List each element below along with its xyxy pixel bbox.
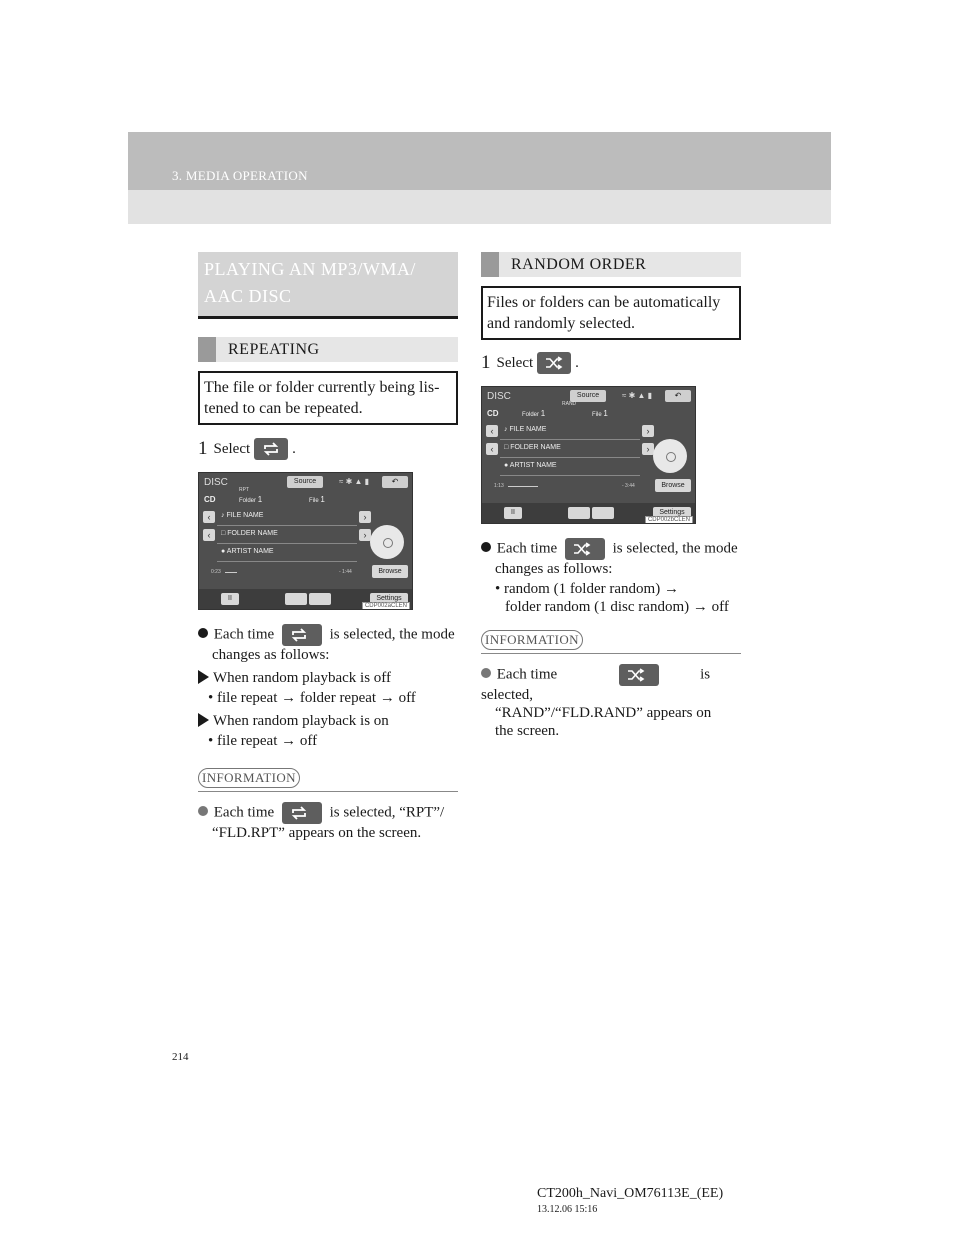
figure-code: CDP002bCLEN — [645, 516, 693, 524]
prev-folder-icon: ‹ — [486, 443, 498, 455]
artist-row — [486, 461, 654, 475]
next-folder-icon: › — [642, 443, 654, 455]
cd-label: CD — [204, 495, 216, 504]
intro-line2: and randomly selected. — [487, 315, 635, 332]
subtitle-random — [481, 252, 741, 277]
subtitle-marker — [481, 252, 499, 277]
info-section: INFORMATION Each time is selected, “RAND”/“FLD.RAND” appears on the screen. — [481, 630, 741, 740]
next-file-icon: › — [642, 425, 654, 437]
settings-button: Settings — [370, 593, 408, 605]
browse-button: Browse — [372, 565, 408, 578]
artist-name: ● ARTIST NAME — [504, 462, 557, 469]
screen-disc-label: DISC — [204, 477, 228, 488]
info-label: INFORMATION — [481, 630, 583, 650]
info-label: INFORMATION — [198, 768, 300, 788]
screen-random — [481, 386, 696, 524]
progress-bar — [225, 572, 237, 573]
artist-name: ● ARTIST NAME — [221, 548, 274, 555]
file-name: ♪ FILE NAME — [504, 426, 547, 433]
doc-model: CT200h_Navi_OM76113E_(EE) — [537, 1186, 724, 1201]
doc-date: 13.12.06 15:16 — [537, 1204, 598, 1215]
remaining-time: - 3:44 — [622, 483, 635, 489]
step-text: Select — [213, 440, 251, 457]
prev-folder-icon: ‹ — [203, 529, 215, 541]
intro-line1: The file or folder currently being lis- — [204, 379, 440, 396]
screen-disc-label: DISC — [487, 391, 511, 402]
header-band-lower — [128, 190, 831, 224]
repeat-icon — [282, 624, 322, 646]
file-row — [203, 511, 371, 525]
next-file-icon: › — [359, 511, 371, 523]
pause-button: II — [504, 507, 522, 519]
page-number: 214 — [172, 1051, 189, 1063]
left-column — [198, 252, 458, 842]
triangle-icon — [198, 713, 209, 727]
elapsed-time: 1:13 — [494, 483, 504, 489]
case-random-off: When random playback is off • file repeat → folder repeat → off — [198, 670, 458, 707]
subtitle-text: RANDOM ORDER — [511, 255, 647, 273]
file-name: ♪ FILE NAME — [221, 512, 264, 519]
step-end: . — [575, 354, 579, 371]
repeat-button — [285, 593, 307, 605]
pause-button: II — [221, 593, 239, 605]
intro-line2: tened to can be repeated. — [204, 400, 363, 417]
status-icons: ≈ ✱ ▲ ▮ — [339, 477, 370, 486]
browse-button: Browse — [655, 479, 691, 492]
folder-info: Folder 1 — [239, 495, 263, 504]
shuffle-icon — [537, 352, 571, 374]
figure-code: CDP002aCLEN — [362, 602, 410, 610]
mode-indicator: RPT — [239, 487, 249, 493]
screen-repeat — [198, 472, 413, 610]
shuffle-icon — [565, 538, 605, 560]
mode-indicator: RAND — [562, 401, 577, 407]
folder-name: □ FOLDER NAME — [221, 530, 278, 537]
triangle-icon — [198, 670, 209, 684]
bullet-1: Each time is selected, the mode changes as follows: • random (1 folder random) → folder random (1 disc random) → off — [481, 538, 741, 616]
file-info: File 1 — [592, 409, 608, 418]
section-title: 3. MEDIA OPERATION — [172, 168, 308, 183]
folder-info: Folder 1 — [522, 409, 546, 418]
next-folder-icon: › — [359, 529, 371, 541]
back-icon: ↶ — [665, 390, 691, 402]
remaining-time: - 1:44 — [339, 569, 352, 575]
intro-line1: Files or folders can be automatically — [487, 294, 721, 311]
source-button: Source — [287, 476, 323, 488]
bullet-1: Each time is selected, the mode changes as follows: — [198, 624, 458, 664]
bullet-dot-icon — [481, 668, 491, 678]
right-column — [481, 252, 741, 740]
step-1 — [481, 352, 741, 374]
repeat-icon — [254, 438, 288, 460]
disc-icon — [370, 525, 404, 559]
settings-button: Settings — [653, 507, 691, 519]
intro-box — [198, 371, 458, 425]
step-end: . — [292, 440, 296, 457]
file-row — [486, 425, 654, 439]
step-text: Select — [496, 354, 534, 371]
prev-file-icon: ‹ — [203, 511, 215, 523]
back-icon: ↶ — [382, 476, 408, 488]
prev-file-icon: ‹ — [486, 425, 498, 437]
bullet-dot-icon — [198, 806, 208, 816]
subtitle-marker — [198, 337, 216, 362]
main-title-line1: PLAYING AN MP3/WMA/ — [204, 259, 416, 279]
repeat-button — [568, 507, 590, 519]
subtitle-text: REPEATING — [228, 340, 320, 358]
elapsed-time: 0:23 — [211, 569, 221, 575]
cd-label: CD — [487, 409, 499, 418]
folder-name: □ FOLDER NAME — [504, 444, 561, 451]
step-1 — [198, 438, 458, 460]
step-number: 1 — [198, 438, 208, 459]
main-title-line2: AAC DISC — [204, 286, 292, 306]
folder-row — [486, 443, 654, 457]
step-number: 1 — [481, 352, 491, 373]
progress-bar — [508, 486, 538, 487]
bullet-dot-icon — [481, 542, 491, 552]
subtitle-repeating — [198, 337, 458, 362]
case-random-on: When random playback is on • file repeat → off — [198, 713, 458, 750]
repeat-icon — [282, 802, 322, 824]
folder-row — [203, 529, 371, 543]
artist-row — [203, 547, 371, 561]
file-info: File 1 — [309, 495, 325, 504]
random-button — [309, 593, 331, 605]
status-icons: ≈ ✱ ▲ ▮ — [622, 391, 653, 400]
source-button: Source — [570, 390, 606, 402]
main-title — [198, 252, 458, 319]
disc-icon — [653, 439, 687, 473]
bullet-dot-icon — [198, 628, 208, 638]
shuffle-icon — [619, 664, 659, 686]
random-button — [592, 507, 614, 519]
intro-box — [481, 286, 741, 340]
info-section: INFORMATION Each time is selected, “RPT”/ “FLD.RPT” appears on the screen. — [198, 768, 458, 842]
